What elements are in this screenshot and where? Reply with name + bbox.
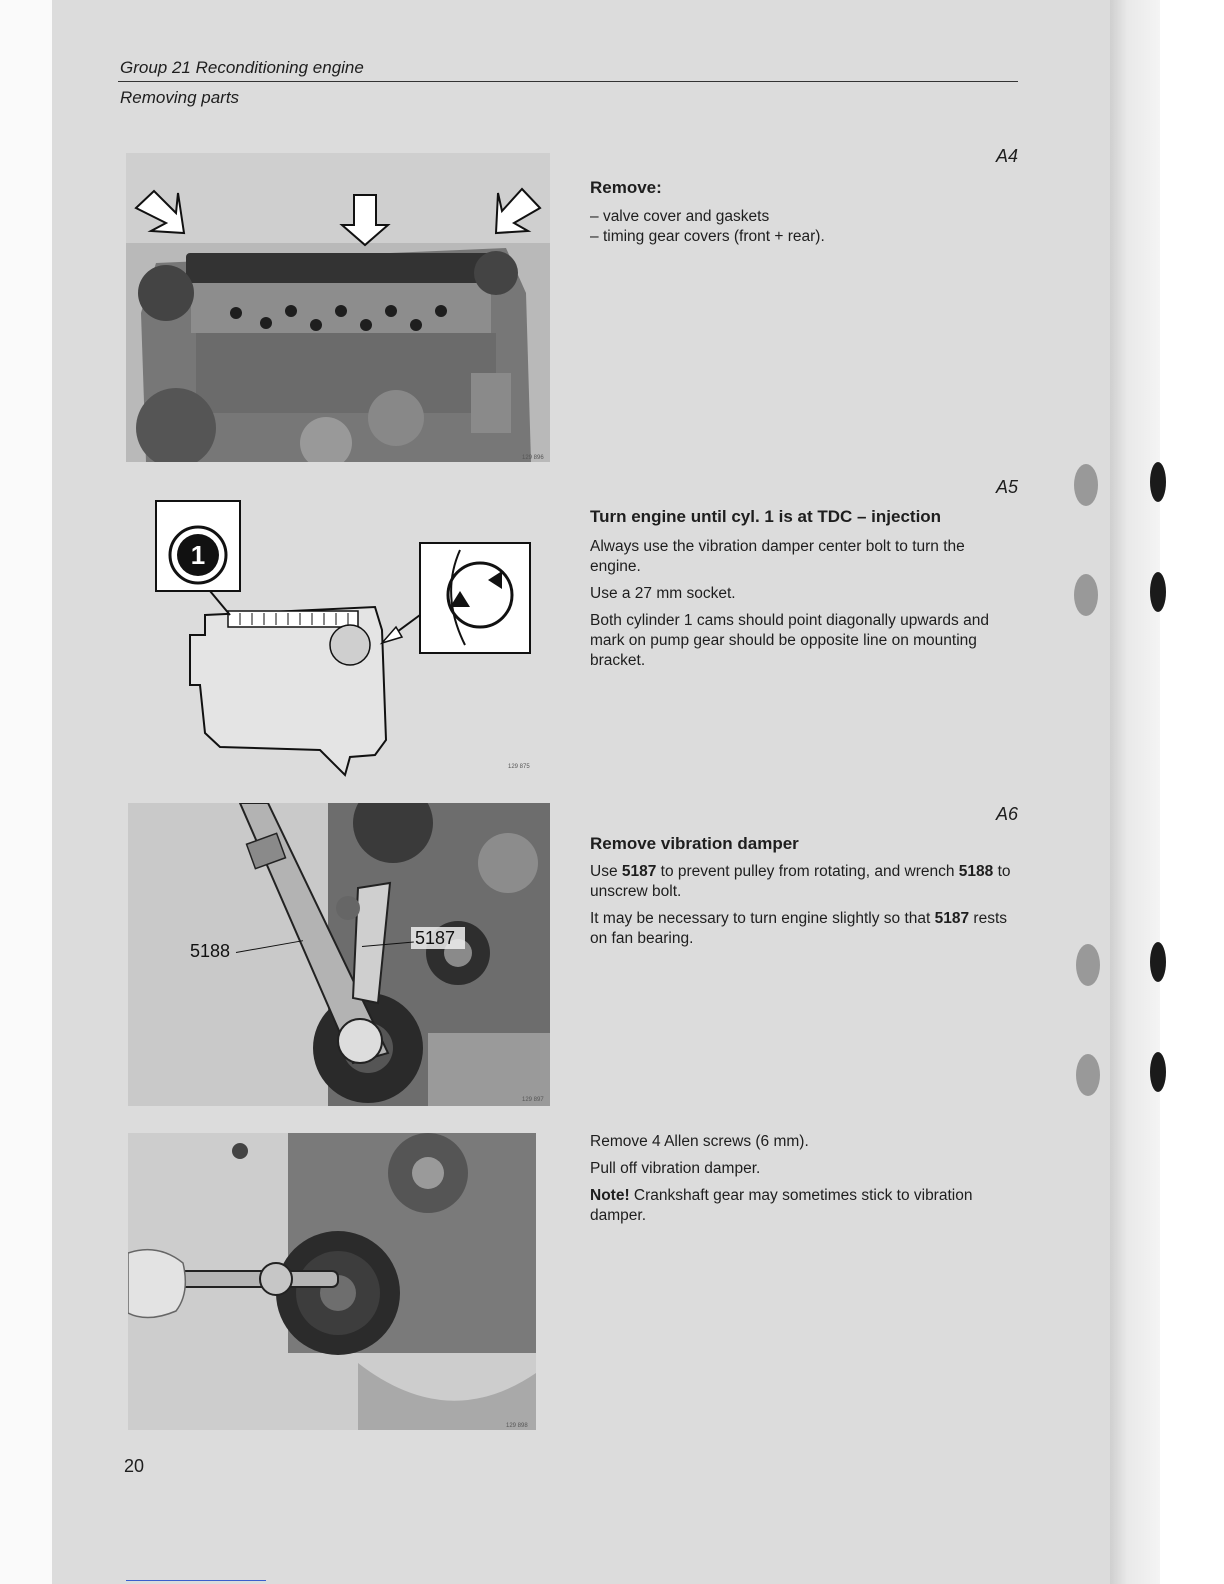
binder-tab	[1076, 944, 1100, 986]
scan-margin-left	[0, 0, 52, 1584]
paragraph: It may be necessary to turn engine slightly so that 5187 rests on fan bearing.	[590, 910, 1008, 947]
binder-tab-edge	[1150, 942, 1166, 982]
step-heading: Remove:	[590, 178, 662, 197]
allen-screws-photo	[128, 1133, 536, 1430]
step-body	[590, 862, 1018, 956]
paragraph: Remove 4 Allen screws (6 mm).	[590, 1133, 809, 1150]
step-label: A4	[995, 146, 1018, 166]
step-label: A6	[995, 804, 1018, 824]
binder-tab	[1076, 1054, 1100, 1096]
step-heading: Turn engine until cyl. 1 is at TDC – injection	[590, 507, 942, 526]
binder-tab-edge	[1150, 1052, 1166, 1092]
binder-tab-edge	[1150, 572, 1166, 612]
engine-top-photo	[126, 153, 550, 462]
scan-margin-right	[1160, 0, 1224, 1584]
header-group-title: Group 21 Reconditioning engine	[120, 58, 364, 77]
list-item: – valve cover and gaskets	[590, 207, 1018, 227]
bottom-link-underline[interactable]	[126, 1580, 266, 1581]
note-paragraph: Note! Crankshaft gear may sometimes stick to vibration damper.	[590, 1187, 973, 1224]
paragraph: Use a 27 mm socket.	[590, 585, 736, 602]
header-section-title: Removing parts	[120, 88, 240, 107]
removal-list	[590, 207, 1018, 247]
binder-tab	[1074, 464, 1098, 506]
cylinder-callout-number: 1	[190, 540, 206, 570]
paragraph: Use 5187 to prevent pulley from rotating, and wrench 5188 to unscrew bolt.	[590, 863, 1011, 900]
paragraph: Both cylinder 1 cams should point diagonally upwards and mark on pump gear should be opposite line on mounting bracket.	[590, 612, 989, 669]
step-body	[590, 1132, 1018, 1233]
paragraph: Always use the vibration damper center bolt to turn the engine.	[590, 538, 965, 575]
tdc-diagram	[150, 495, 540, 780]
figure-number: 129 896	[522, 455, 544, 461]
figure-number: 129 897	[522, 1097, 544, 1103]
figure-number: 129 875	[508, 764, 530, 770]
page-number: 20	[124, 1456, 145, 1476]
tool-label-5188: 5188	[190, 941, 231, 961]
list-item: – timing gear covers (front + rear).	[590, 227, 1018, 247]
binder-tab-edge	[1150, 462, 1166, 502]
step-body	[590, 537, 1018, 678]
binding-gutter	[1110, 0, 1160, 1584]
figure-number: 129 898	[506, 1423, 528, 1429]
note-label: Note!	[590, 1187, 630, 1204]
step-heading: Remove vibration damper	[590, 834, 799, 853]
paragraph: Pull off vibration damper.	[590, 1160, 761, 1177]
header-rule	[118, 81, 1018, 82]
step-label: A5	[995, 477, 1018, 497]
tool-label-5187: 5187	[415, 928, 456, 948]
binder-tab	[1074, 574, 1098, 616]
